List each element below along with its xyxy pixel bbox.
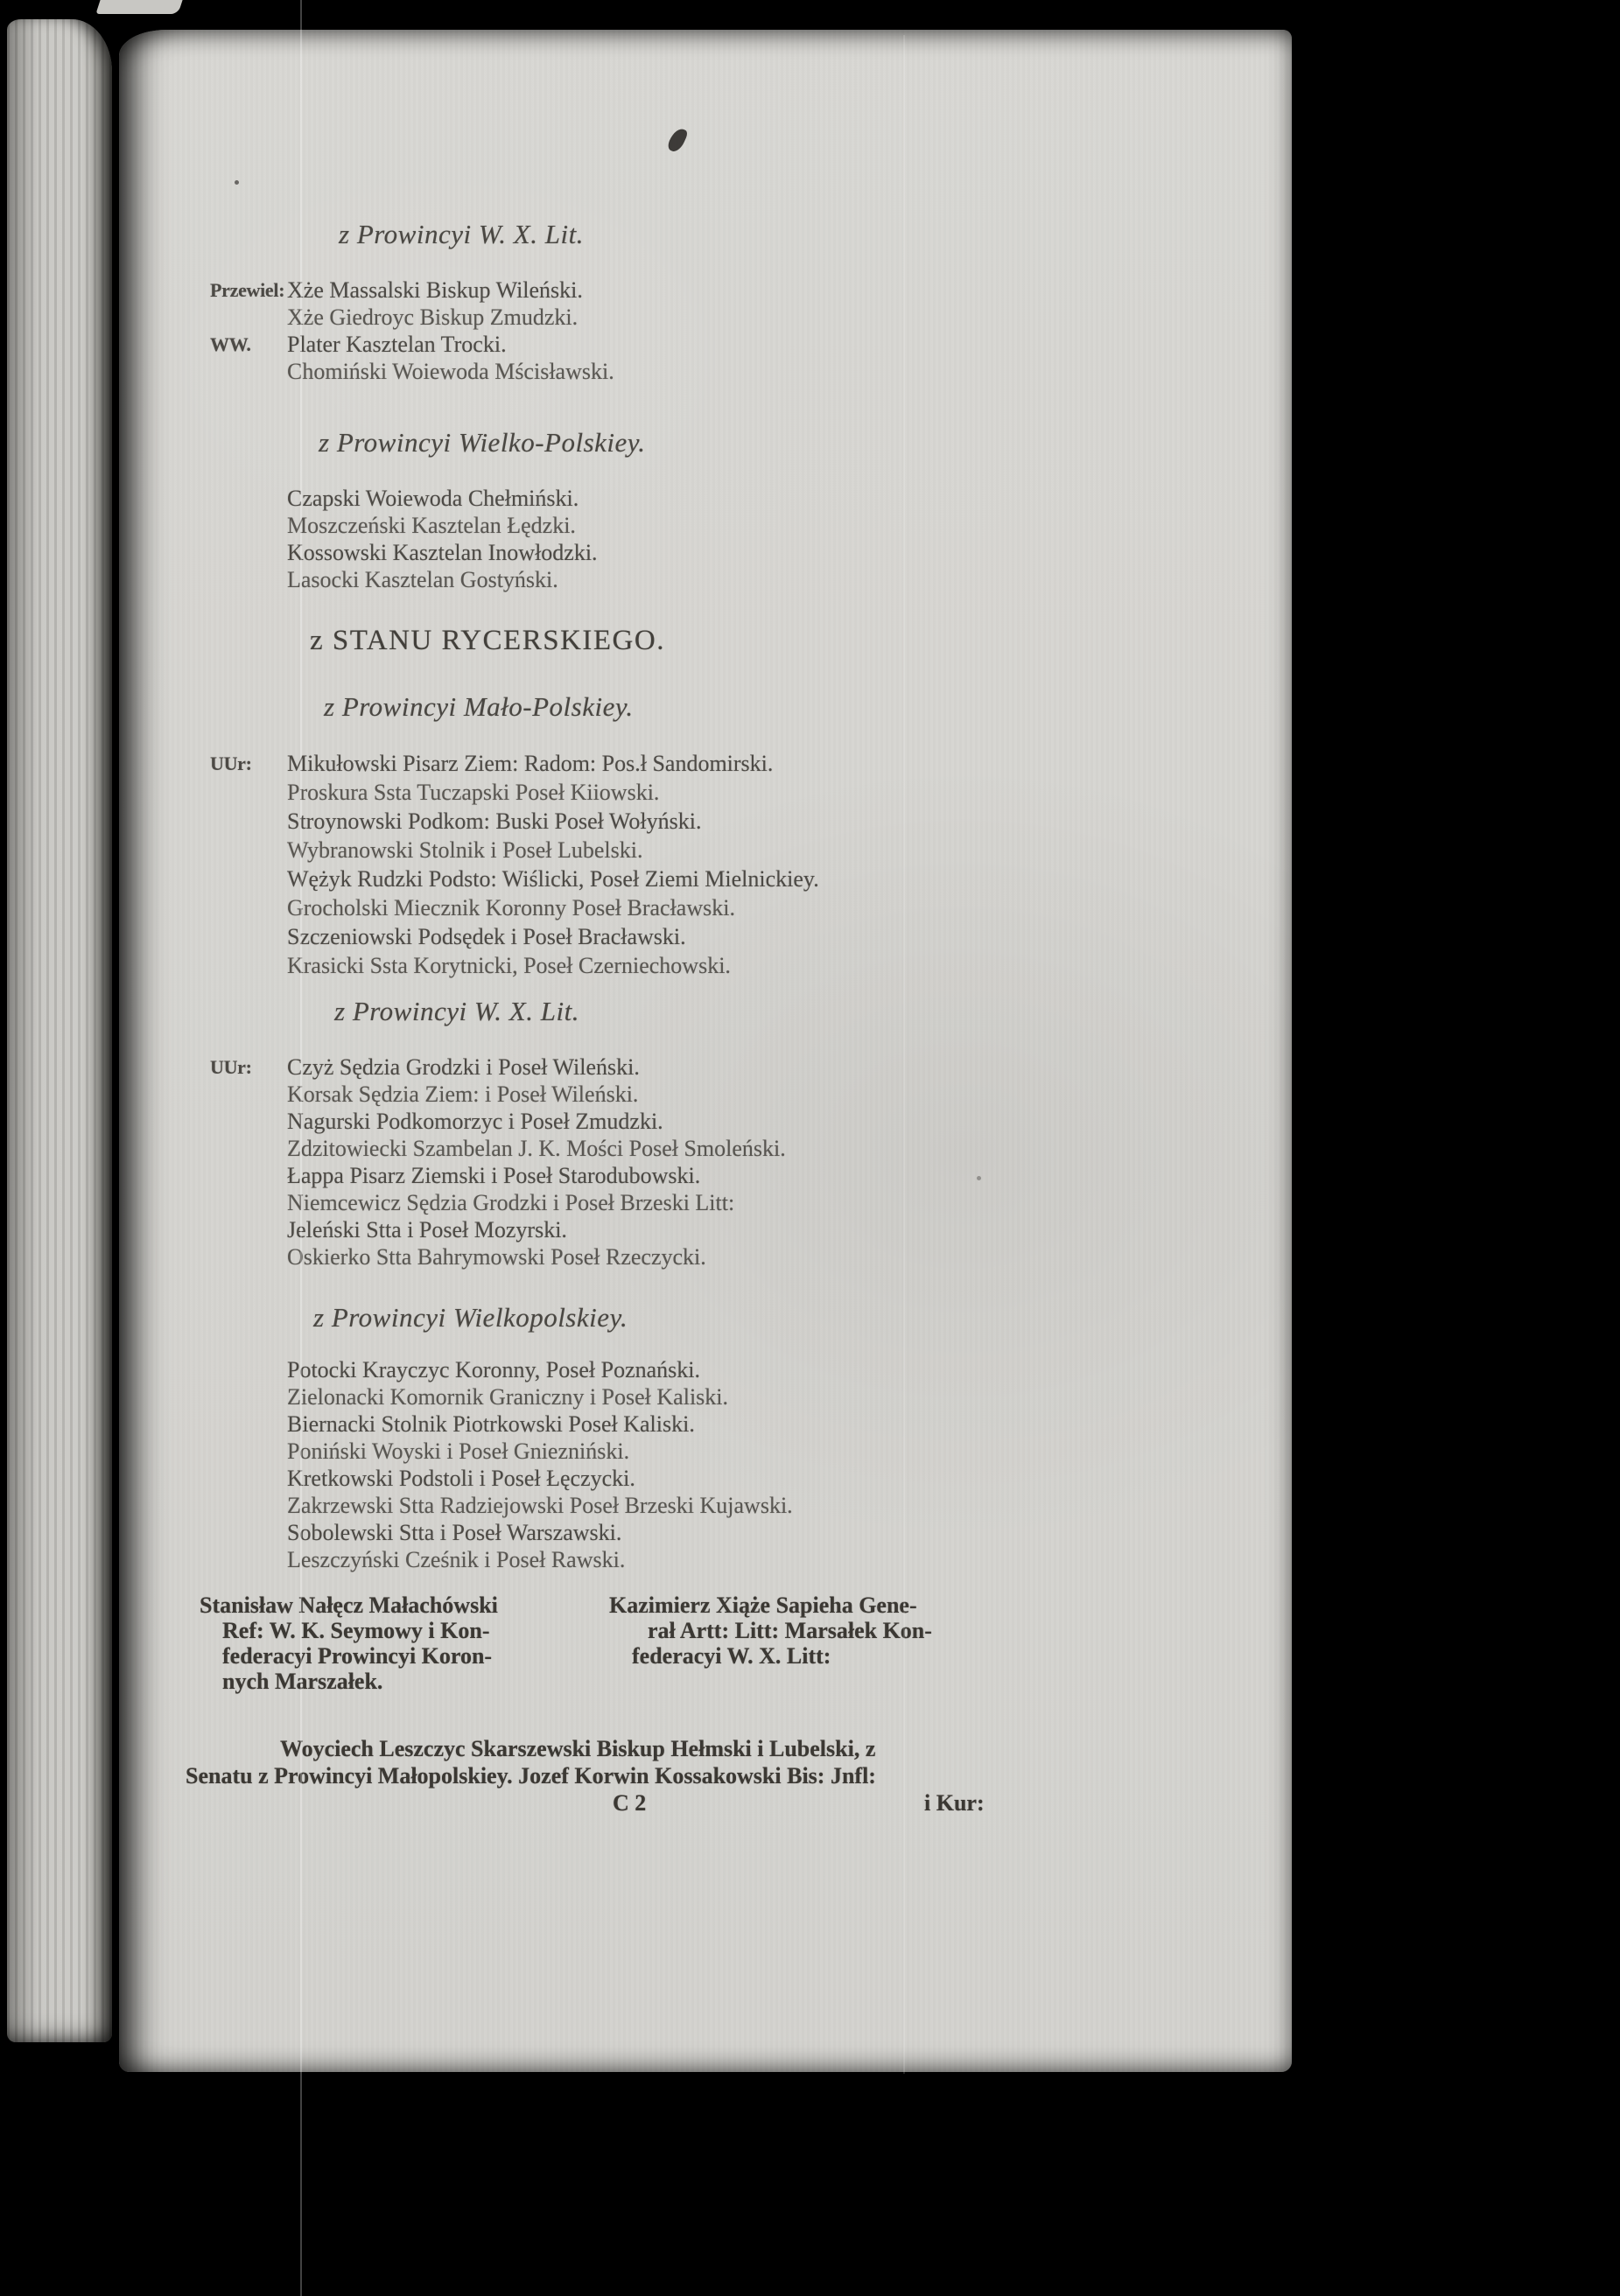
row-label [210,1546,287,1573]
row-text: Łappa Pisarz Ziemski i Poseł Starodubowski. [287,1163,701,1188]
row-label [210,304,287,331]
row-label: UUr: [210,1056,252,1078]
delegate-row [210,1410,1173,1438]
row-text: Kretkowski Podstoli i Poseł Łęczycki. [287,1466,635,1491]
row-text: Lasocki Kasztelan Gostyński. [287,567,558,592]
row-text: Moszczeński Kasztelan Łędzki. [287,513,576,538]
row-label [210,1189,287,1216]
row-text: Czyż Sędzia Grodzki i Poseł Wileński. [287,1054,640,1080]
row-label: Przewiel: [210,279,285,301]
row-label [210,1383,287,1410]
row-text: Krasicki Ssta Korytnicki, Poseł Czerniechowski. [287,953,731,978]
delegate-row [210,922,1173,951]
delegate-row [210,893,1173,922]
row-label [210,1135,287,1162]
row-text: Mikułowski Pisarz Ziem: Radom: Pos.ł Sandomirski. [287,751,774,776]
delegate-row [210,485,1173,512]
row-text: Grocholski Miecznik Koronny Poseł Bracławski. [287,895,735,920]
ink-blot [666,126,689,154]
section-heading: z Prowincyi Mało-Polskiey. [324,691,634,722]
row-text: Proskura Ssta Tuczapski Poseł Kiiowski. [287,780,660,805]
section-heading: z Prowincyi W. X. Lit. [339,219,584,249]
row-label [210,566,287,593]
delegate-row [210,331,1173,358]
row-label [210,1465,287,1492]
row-text: Chomiński Woiewoda Mścisławski. [287,359,614,384]
dust-speck [235,180,239,185]
row-label [210,512,287,539]
row-label [210,1108,287,1135]
delegate-row [210,512,1173,539]
row-label [210,864,287,893]
row-text: Nagurski Podkomorzyc i Poseł Zmudzki. [287,1109,663,1134]
signature-right [609,1592,932,1669]
delegate-row [210,1135,1173,1162]
delegate-row [210,1243,1173,1270]
row-label [210,836,287,864]
row-text: Szczeniowski Podsędek i Poseł Bracławski. [287,924,686,949]
delegate-row [210,1189,1173,1216]
row-text: Plater Kasztelan Trocki. [287,332,507,357]
catchword: i Kur: [924,1790,985,1816]
row-label: WW. [210,333,251,355]
delegate-row [210,1438,1173,1465]
delegate-row [210,1465,1173,1492]
row-label [210,778,287,807]
row-text: Niemcewicz Sędzia Grodzki i Poseł Brzeski Litt: [287,1190,735,1215]
delegate-row [210,807,1173,836]
row-text: Wybranowski Stolnik i Poseł Lubelski. [287,837,643,863]
signature-line: federacyi W. X. Litt: [632,1643,831,1669]
delegate-list [210,1054,1173,1270]
row-label [210,485,287,512]
facing-page-edge [7,19,112,2042]
delegate-row [210,1216,1173,1243]
row-text: Zdzitowiecki Szambelan J. K. Mości Poseł Smoleński. [287,1136,786,1161]
signature-line: federacyi Prowincyi Koron- [222,1643,493,1669]
scanned-page [119,30,1292,2072]
delegate-list [210,276,1173,385]
row-label [210,1519,287,1546]
section-heading: z Prowincyi Wielkopolskiey. [313,1302,628,1333]
row-text: Czapski Woiewoda Chełmiński. [287,486,579,511]
section-heading: z Prowincyi Wielko-Polskiey. [319,427,646,458]
row-text: Stroynowski Podkom: Buski Poseł Wołyński. [287,808,702,834]
delegate-row [210,836,1173,864]
row-text: Korsak Sędzia Ziem: i Poseł Wileński. [287,1082,639,1107]
closing-paragraph-line: Senatu z Prowincyi Małopolskiey. Jozef Korwin Kossakowski Bis: Jnfl: [186,1763,876,1788]
delegate-row [210,1519,1173,1546]
delegate-list [210,1356,1173,1573]
paper-corner-nub [95,0,182,14]
delegate-list [210,485,1173,593]
delegate-list [210,749,1173,980]
delegate-row [210,778,1173,807]
delegate-row [210,1108,1173,1135]
closing-paragraph-line: Woyciech Leszczyc Skarszewski Biskup Hełmski i Lubelski, z [280,1736,876,1761]
row-text: Sobolewski Stta i Poseł Warszawski. [287,1520,622,1545]
row-label [210,1243,287,1270]
row-label [210,539,287,566]
row-text: Kossowski Kasztelan Inowłodzki. [287,540,598,565]
delegate-row [210,1546,1173,1573]
scan-line [300,0,302,2296]
scan-line [903,35,905,2074]
delegate-row [210,1054,1173,1081]
row-label [210,1410,287,1438]
delegate-row [210,304,1173,331]
estate-heading: z STANU RYCERSKIEGO. [310,625,665,656]
row-text: Jeleński Stta i Poseł Mozyrski. [287,1217,567,1242]
row-label [210,1356,287,1383]
row-text: Zielonacki Komornik Graniczny i Poseł Kaliski. [287,1384,729,1410]
row-text: Oskierko Stta Bahrymowski Poseł Rzeczycki. [287,1244,706,1270]
signature-line: Kazimierz Xiąże Sapieha Gene- [609,1592,917,1618]
delegate-row [210,864,1173,893]
row-label [210,922,287,951]
row-label [210,1492,287,1519]
delegate-row [210,951,1173,980]
delegate-row [210,1356,1173,1383]
row-label [210,1081,287,1108]
delegate-row [210,566,1173,593]
row-label [210,893,287,922]
signature-line: Stanisław Nałęcz Małachówski [200,1592,498,1618]
delegate-row [210,276,1173,304]
row-label [210,1162,287,1189]
signature-line: Ref: W. K. Seymowy i Kon- [222,1618,490,1643]
delegate-row [210,1081,1173,1108]
row-label [210,358,287,385]
signature-mark: C 2 [613,1790,647,1816]
delegate-row [210,1492,1173,1519]
delegate-row [210,749,1173,778]
delegate-row [210,1162,1173,1189]
row-label [210,951,287,980]
delegate-row [210,539,1173,566]
row-text: Potocki Krayczyc Koronny, Poseł Poznański. [287,1357,701,1382]
row-text: Xże Massalski Biskup Wileński. [287,277,583,303]
row-label [210,1216,287,1243]
row-text: Zakrzewski Stta Radziejowski Poseł Brzeski Kujawski. [287,1493,793,1518]
row-label [210,807,287,836]
signature-left [200,1592,498,1694]
row-label [210,1438,287,1465]
signature-line: rał Artt: Litt: Marsałek Kon- [648,1618,932,1643]
signature-line: nych Marszałek. [222,1669,383,1694]
row-text: Biernacki Stolnik Piotrkowski Poseł Kaliski. [287,1411,695,1437]
row-text: Wężyk Rudzki Podsto: Wiślicki, Poseł Ziemi Mielnickiey. [287,866,819,892]
delegate-row [210,1383,1173,1410]
row-text: Leszczyński Cześnik i Poseł Rawski. [287,1547,626,1572]
row-text: Xże Giedroyc Biskup Zmudzki. [287,304,579,330]
row-label: UUr: [210,752,252,774]
row-text: Poniński Woyski i Poseł Gniezniński. [287,1438,630,1464]
delegate-row [210,358,1173,385]
section-heading: z Prowincyi W. X. Lit. [334,996,579,1026]
